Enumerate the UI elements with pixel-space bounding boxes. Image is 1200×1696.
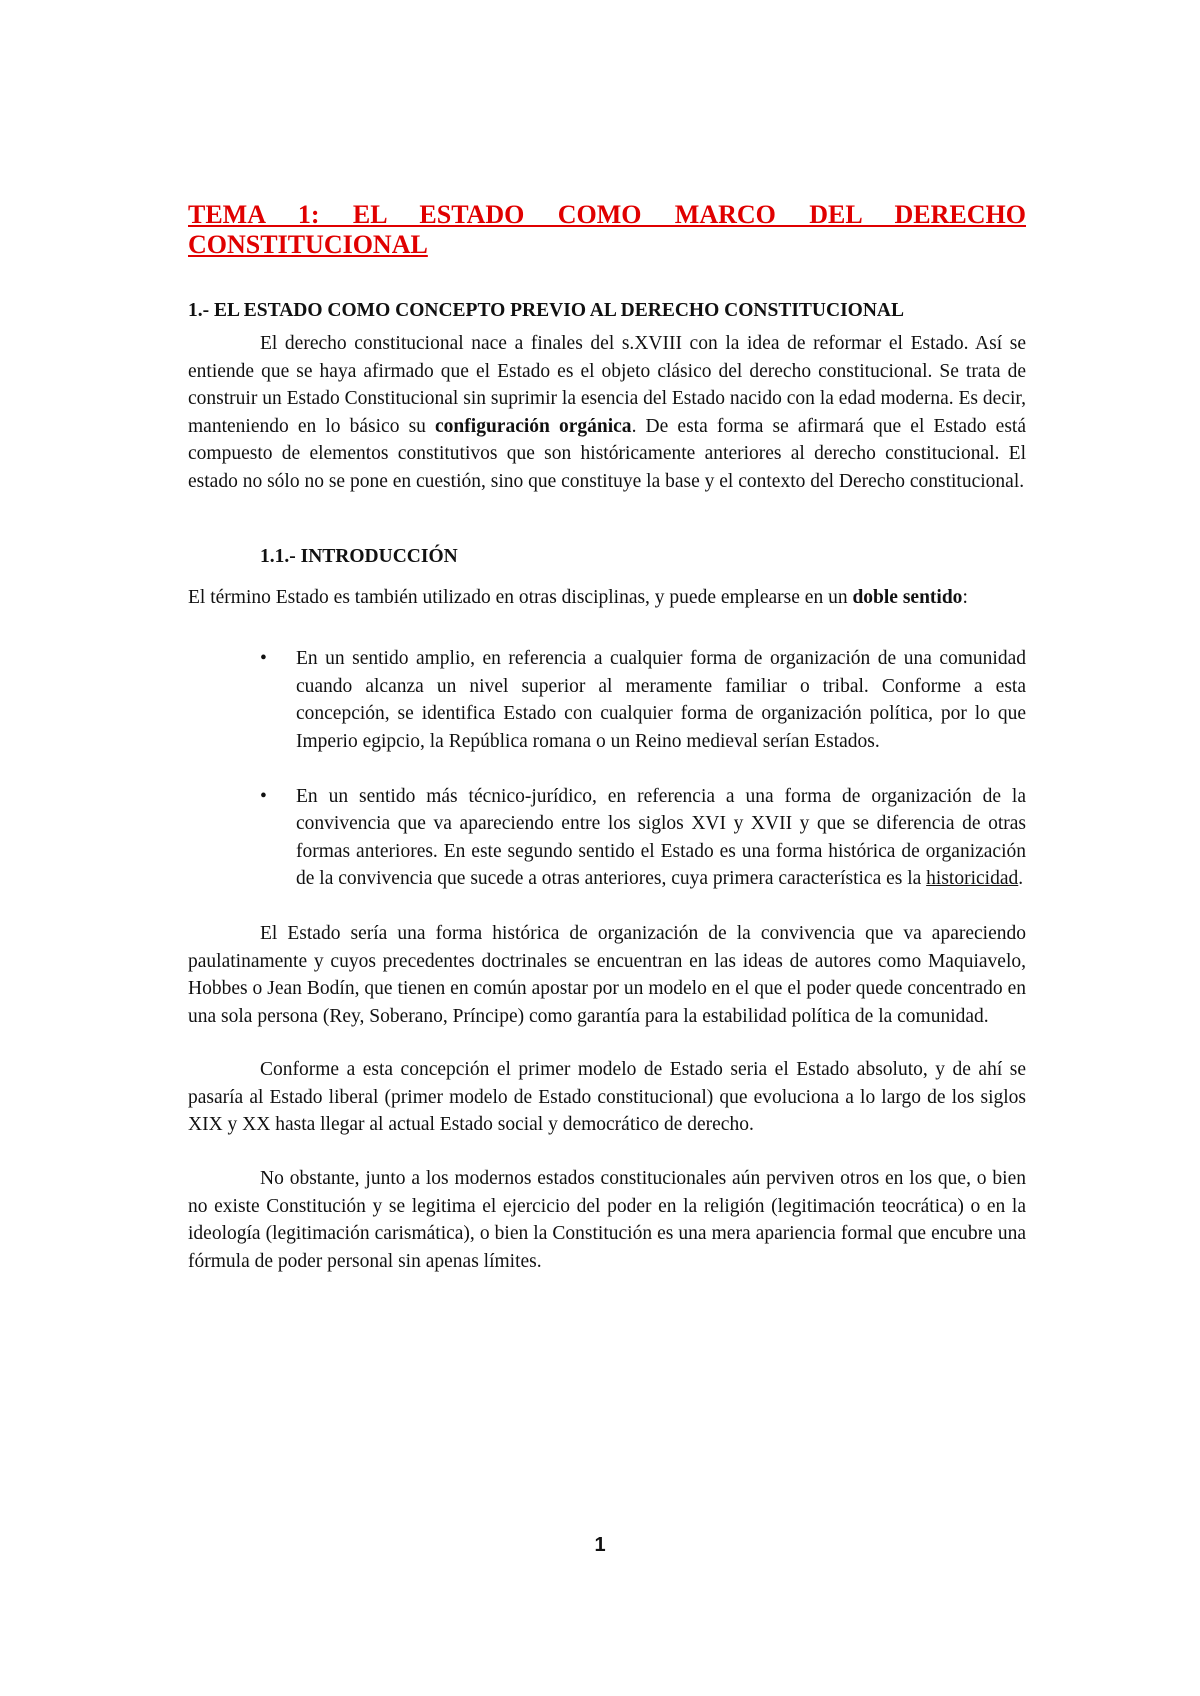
bold-text-run: doble sentido: [852, 586, 963, 608]
text-run: :: [962, 586, 968, 608]
bold-text-run: configuración orgánica: [435, 415, 632, 437]
bullet-text: En un sentido más técnico-jurídico, en referencia a una forma de organización de la convivencia que va apareciendo entre los siglos XVI y XVII y que se diferencia de otras formas anteriores. En este segundo sentido el Estado es una forma histórica de organización de la convivencia que sucede a otras anteriores, cuya primera característica es la: [296, 785, 1026, 890]
bullet-item: [188, 645, 1026, 755]
section-heading-1: 1.- EL ESTADO COMO CONCEPTO PREVIO AL DERECHO CONSTITUCIONAL: [188, 300, 905, 321]
bullet-icon: •: [260, 785, 267, 807]
bullet-text: En un sentido amplio, en referencia a cualquier forma de organización de una comunidad cuando alcanza un nivel superior al meramente familiar o tribal. Conforme a esta concepción, se identifica Estado con cualquier forma de organización política, por lo que Imperio egipcio, la República romana o un Reino medieval serían Estados.: [296, 648, 1026, 752]
document-title: [188, 200, 1026, 260]
text-run: .: [1018, 868, 1024, 890]
body-paragraph: No obstante, junto a los modernos estados constitucionales aún perviven otros en los que, o bien no existe Constitución y se legitima el ejercicio del poder en la religión (legitimación teocrática) o en la ideología (legitimación carismática), o bien la Constitución es una mera apariencia formal que encubre una fórmula de poder personal sin apenas límites.: [188, 1168, 1026, 1272]
intro-paragraph: [188, 584, 1026, 612]
text-run: El término Estado es también utilizado en otras disciplinas, y puede emplearse en un: [188, 586, 853, 608]
body-paragraph: Conforme a esta concepción el primer modelo de Estado seria el Estado absoluto, y de ahí se pasaría al Estado liberal (primer modelo de Estado constitucional) que evoluciona a lo largo de los siglos XIX y XX hasta llegar al actual Estado social y democrático de derecho.: [188, 1059, 1026, 1136]
section-1-paragraph: [188, 330, 1026, 496]
bullet-icon: •: [260, 648, 267, 670]
text-run: El derecho constitucional nace a finales del s.XVIII con la idea de reformar el Estado. Así se entiende que se haya afirmado que el Estado es el objeto clásico del derecho constitucional. Se trata de construir un Estado Constitucional sin suprimir la esencia del Estado nacido con la edad moderna. Es decir, manteniendo en lo básico su: [188, 333, 1026, 437]
title-line-1: TEMA 1: EL ESTADO COMO MARCO DEL DERECHO: [188, 200, 1026, 229]
body-paragraph: El Estado sería una forma histórica de organización de la convivencia que va apareciendo paulatinamente y cuyos precedentes doctrinales se encuentran en las ideas de autores como Maquiavelo, Hobbes o Jean Bodín, que tienen en común apostar por un modelo en el que el poder quede concentrado en una sola persona (Rey, Soberano, Príncipe) como garantía para la estabilidad política de la comunidad.: [188, 922, 1026, 1027]
title-line-2: CONSTITUCIONAL: [188, 230, 428, 259]
bullet-list: [188, 645, 1026, 893]
bullet-item: [188, 783, 1026, 893]
underlined-text-run: historicidad: [926, 868, 1019, 890]
text-run: . De esta forma se afirmará que el Estado está compuesto de elementos constitutivos que son históricamente anteriores al derecho constitucional. El estado no sólo no se pone en cuestión, sino que constituye la base y el contexto del Derecho constitucional.: [188, 415, 1026, 492]
page-number: 1: [594, 1534, 606, 1556]
document-body: [188, 200, 1026, 1275]
section-heading-1-1: 1.1.- INTRODUCCIÓN: [260, 545, 458, 567]
